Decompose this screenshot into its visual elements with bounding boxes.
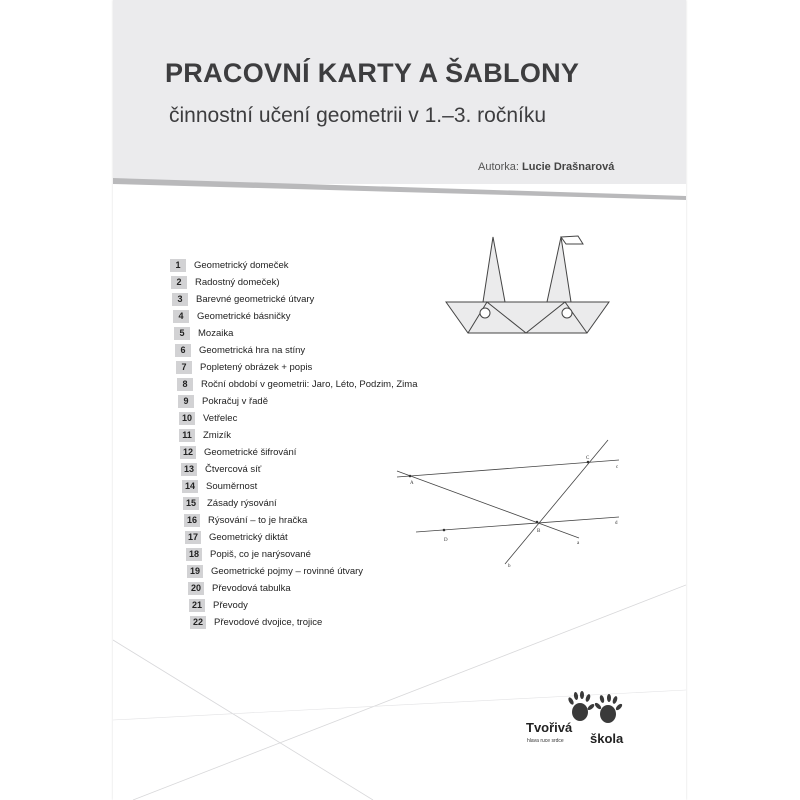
table-of-contents xyxy=(170,255,490,635)
toc-label: Čtvercová síť xyxy=(205,463,262,475)
toc-item xyxy=(183,496,277,510)
author-name: Lucie Drašnarová xyxy=(522,161,615,173)
toc-item xyxy=(179,428,231,442)
toc-label: Geometrické básničky xyxy=(197,310,291,322)
toc-item xyxy=(170,258,289,272)
toc-number: 10 xyxy=(179,412,195,425)
toc-item xyxy=(175,343,305,357)
toc-label: Převody xyxy=(213,599,248,611)
toc-number: 12 xyxy=(180,446,196,459)
toc-item xyxy=(171,275,279,289)
toc-label: Geometrické šifrování xyxy=(204,446,297,458)
toc-label: Geometrická hra na stíny xyxy=(199,344,306,356)
label-B: B xyxy=(537,529,541,534)
toc-label: Roční období v geometrii: Jaro, Léto, Podzim, Zima xyxy=(201,378,418,390)
toc-number: 19 xyxy=(187,565,203,578)
toc-item xyxy=(173,309,290,323)
label-c: c xyxy=(616,465,619,470)
toc-number: 9 xyxy=(178,395,194,408)
cover-page xyxy=(113,0,686,800)
toc-label: Geometrický domeček xyxy=(194,259,289,271)
toc-item xyxy=(185,530,288,544)
toc-number: 17 xyxy=(185,531,201,544)
toc-label: Rýsování – to je hračka xyxy=(208,514,308,526)
label-C: C xyxy=(586,456,590,461)
toc-item xyxy=(190,615,322,629)
toc-number: 6 xyxy=(175,344,191,357)
toc-number: 4 xyxy=(173,310,189,323)
toc-item xyxy=(179,411,237,425)
label-D: D xyxy=(444,538,448,543)
label-a: a xyxy=(577,541,580,546)
toc-label: Barevné geometrické útvary xyxy=(196,293,315,305)
toc-label: Souměrnost xyxy=(206,480,258,492)
toc-label: Zmizík xyxy=(203,429,231,441)
toc-number: 3 xyxy=(172,293,188,306)
toc-item xyxy=(176,360,312,374)
toc-item xyxy=(187,564,363,578)
toc-item xyxy=(182,479,257,493)
toc-number: 13 xyxy=(181,463,197,476)
toc-label: Převodová tabulka xyxy=(212,582,291,594)
toc-number: 2 xyxy=(171,276,187,289)
toc-number: 22 xyxy=(190,616,206,629)
toc-number: 11 xyxy=(179,429,195,442)
author-label: Autorka: xyxy=(478,161,519,173)
toc-item xyxy=(186,547,311,561)
label-A: A xyxy=(410,481,414,486)
toc-label: Pokračuj v řadě xyxy=(202,395,269,407)
logo-tagline: hlava ruce srdce xyxy=(527,738,564,744)
toc-label: Geometrické pojmy – rovinné útvary xyxy=(211,565,364,577)
toc-label: Mozaika xyxy=(198,327,234,339)
toc-number: 8 xyxy=(177,378,193,391)
label-d: d xyxy=(615,521,618,526)
toc-number: 21 xyxy=(189,599,205,612)
toc-label: Geometrický diktát xyxy=(209,531,288,543)
toc-label: Převodové dvojice, trojice xyxy=(214,616,323,628)
toc-item xyxy=(178,394,268,408)
toc-number: 7 xyxy=(176,361,192,374)
toc-label: Vetřelec xyxy=(203,412,238,424)
toc-number: 20 xyxy=(188,582,204,595)
toc-number: 15 xyxy=(183,497,199,510)
toc-item xyxy=(181,462,261,476)
toc-item xyxy=(177,377,418,391)
logo-word-skola: škola xyxy=(590,731,624,746)
toc-label: Radostný domeček) xyxy=(195,276,280,288)
publisher-logo xyxy=(524,690,634,750)
page-subtitle: činnostní učení geometrii v 1.–3. ročníku xyxy=(169,104,547,127)
label-b: b xyxy=(508,564,511,569)
page-title: PRACOVNÍ KARTY A ŠABLONY xyxy=(165,58,580,88)
toc-number: 14 xyxy=(182,480,198,493)
toc-number: 1 xyxy=(170,259,186,272)
toc-item xyxy=(188,581,291,595)
toc-item xyxy=(184,513,307,527)
toc-number: 16 xyxy=(184,514,200,527)
toc-item xyxy=(189,598,248,612)
toc-number: 18 xyxy=(186,548,202,561)
toc-label: Popiš, co je narýsované xyxy=(210,548,311,560)
toc-number: 5 xyxy=(174,327,190,340)
toc-label: Zásady rýsování xyxy=(207,497,277,509)
logo-word-tvoriva: Tvořivá xyxy=(526,720,573,735)
toc-label: Popletený obrázek + popis xyxy=(200,361,313,373)
toc-item xyxy=(180,445,296,459)
toc-item xyxy=(172,292,314,306)
toc-item xyxy=(174,326,233,340)
